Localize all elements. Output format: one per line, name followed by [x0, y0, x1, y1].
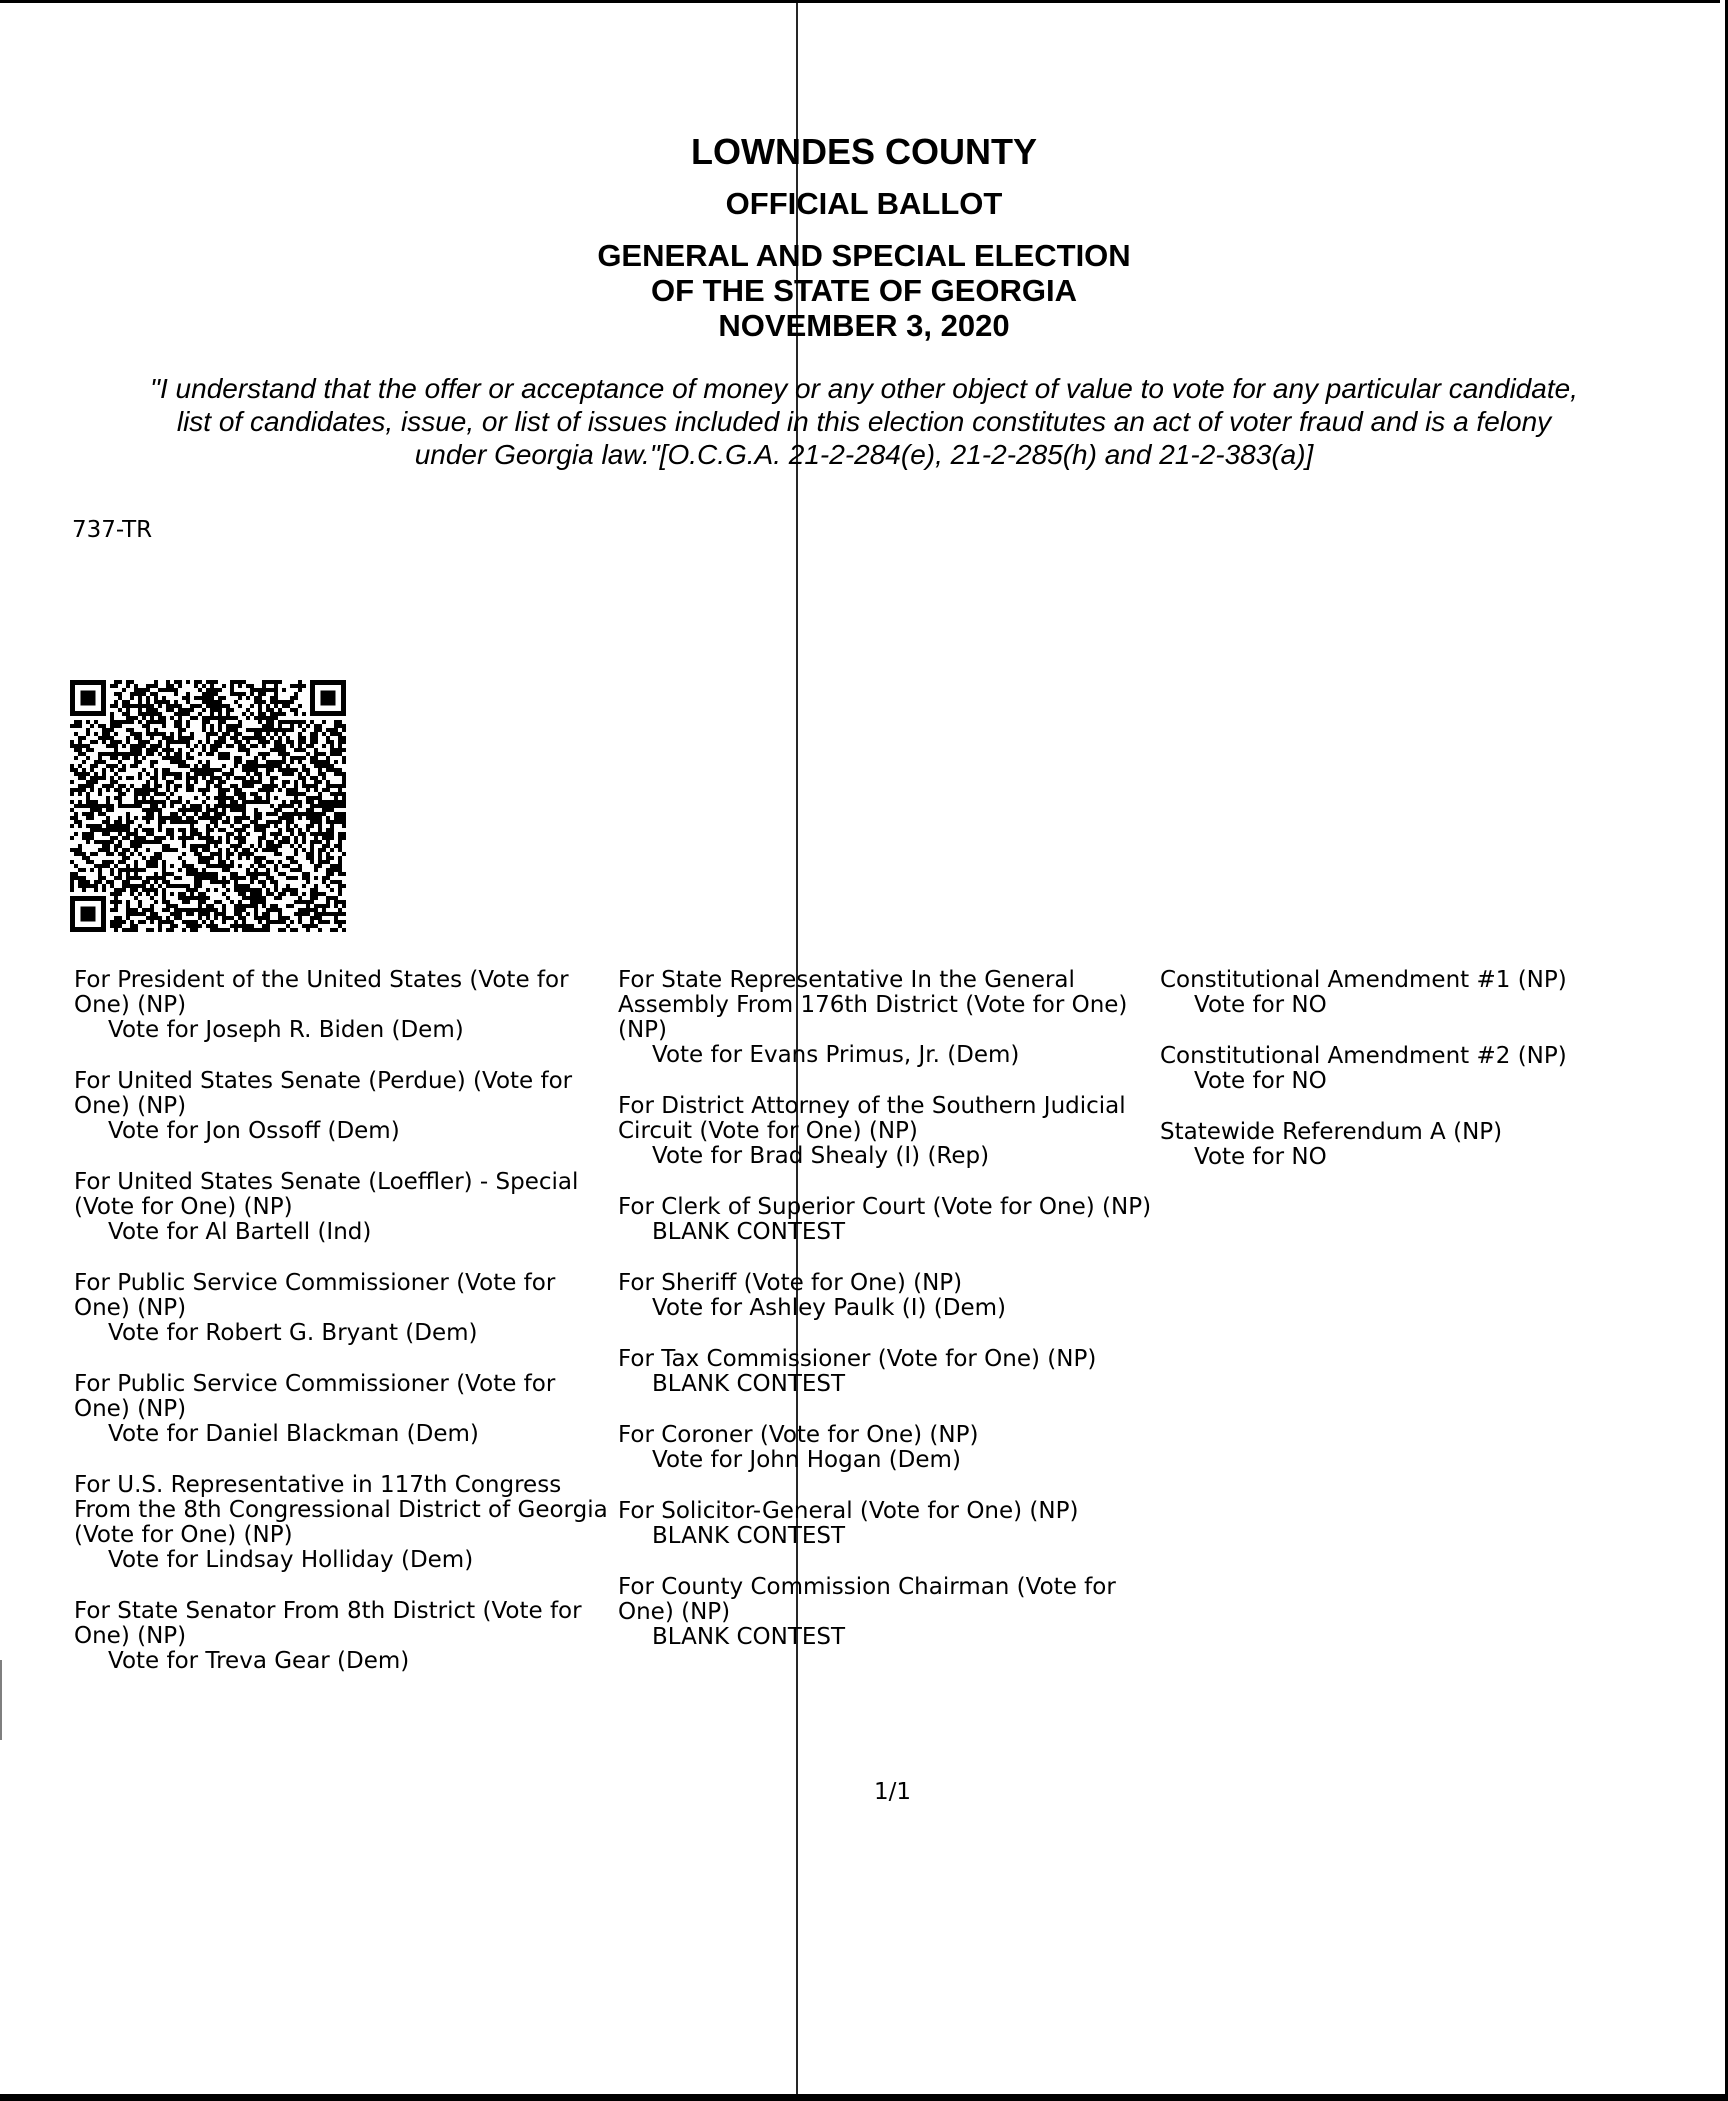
contest — [74, 968, 614, 1043]
contest-selection: Vote for Robert G. Bryant (Dem) — [108, 1320, 478, 1346]
contest-title: For Sheriff (Vote for One) (NP) — [618, 1270, 963, 1296]
election-date: NOVEMBER 3, 2020 — [718, 308, 1010, 343]
contest-title: For County Commission Chairman (Vote for One) (NP) — [618, 1574, 1116, 1625]
contest — [74, 1170, 614, 1245]
voter-fraud-oath — [40, 372, 1688, 471]
contest-selection: Vote for Brad Shealy (I) (Rep) — [652, 1143, 990, 1169]
contest-title: Constitutional Amendment #1 (NP) — [1160, 967, 1567, 993]
contest — [618, 1347, 1158, 1397]
contest-selection: Vote for Lindsay Holliday (Dem) — [108, 1547, 474, 1573]
contest-title: Statewide Referendum A (NP) — [1160, 1119, 1503, 1145]
ballot-header — [0, 130, 1728, 343]
page-number: 1/1 — [874, 1779, 912, 1805]
contest-title: Constitutional Amendment #2 (NP) — [1160, 1043, 1567, 1069]
contest-title: For United States Senate (Loeffler) - Special (Vote for One) (NP) — [74, 1169, 579, 1220]
contest-title: For Clerk of Superior Court (Vote for One) (NP) — [618, 1194, 1152, 1220]
oath-line-1: "I understand that the offer or acceptance of money or any other object of value to vote for any particular candidate, — [150, 373, 1578, 404]
contest — [1160, 1044, 1700, 1094]
contest — [618, 1575, 1158, 1650]
contest — [618, 1499, 1158, 1549]
contest-title: For Tax Commissioner (Vote for One) (NP) — [618, 1346, 1097, 1372]
ballot-type-title: OFFICIAL BALLOT — [725, 186, 1003, 221]
contest — [618, 1195, 1158, 1245]
scan-mark — [0, 1660, 2, 1740]
election-line-2: OF THE STATE OF GEORGIA — [651, 273, 1077, 308]
contest — [74, 1599, 614, 1674]
contest — [74, 1069, 614, 1144]
contest — [618, 1423, 1158, 1473]
contest-title: For United States Senate (Perdue) (Vote for One) (NP) — [74, 1068, 573, 1119]
contest-title: For Coroner (Vote for One) (NP) — [618, 1422, 979, 1448]
contest-title: For State Representative In the General Assembly From 176th District (Vote for One) (NP) — [618, 967, 1128, 1043]
contest — [1160, 968, 1700, 1018]
county-title: LOWNDES COUNTY — [691, 131, 1037, 172]
contest-selection: Vote for Jon Ossoff (Dem) — [108, 1118, 400, 1144]
contest-selection: BLANK CONTEST — [652, 1624, 846, 1650]
contest-selection: Vote for Al Bartell (Ind) — [108, 1219, 372, 1245]
contest — [74, 1271, 614, 1346]
contest-title: For Public Service Commissioner (Vote for One) (NP) — [74, 1270, 556, 1321]
bottom-border — [0, 2094, 1728, 2101]
contest-title: For District Attorney of the Southern Judicial Circuit (Vote for One) (NP) — [618, 1093, 1126, 1144]
qr-code-icon — [70, 680, 346, 932]
contest — [1160, 1120, 1700, 1170]
contest-selection: Vote for Joseph R. Biden (Dem) — [108, 1017, 464, 1043]
contest-selection: Vote for NO — [1194, 992, 1327, 1018]
contest-selection: Vote for Evans Primus, Jr. (Dem) — [652, 1042, 1020, 1068]
contest — [618, 968, 1158, 1068]
contest-title: For Public Service Commissioner (Vote for One) (NP) — [74, 1371, 556, 1422]
contest-selection: BLANK CONTEST — [652, 1219, 846, 1245]
ballot-style-code: 737-TR — [72, 517, 153, 543]
oath-line-2: list of candidates, issue, or list of issues included in this election constitutes an act of voter fraud and is a felony — [176, 406, 1552, 437]
contest — [74, 1473, 614, 1573]
contest-title: For State Senator From 8th District (Vote for One) (NP) — [74, 1598, 582, 1649]
top-border — [0, 0, 250, 3]
contest-selection: Vote for Treva Gear (Dem) — [108, 1648, 410, 1674]
contest-title: For Solicitor-General (Vote for One) (NP) — [618, 1498, 1079, 1524]
contest-title: For U.S. Representative in 117th Congress From the 8th Congressional District of Georgia (Vote for One) (NP) — [74, 1472, 608, 1548]
contest-selection: BLANK CONTEST — [652, 1371, 846, 1397]
contest — [618, 1271, 1158, 1321]
election-line-1: GENERAL AND SPECIAL ELECTION — [597, 238, 1131, 273]
contest — [74, 1372, 614, 1447]
ballot-column-3 — [1160, 968, 1700, 1196]
contest — [618, 1094, 1158, 1169]
contest-selection: Vote for John Hogan (Dem) — [652, 1447, 961, 1473]
contest-selection: Vote for NO — [1194, 1144, 1327, 1170]
contest-selection: Vote for Ashley Paulk (I) (Dem) — [652, 1295, 1006, 1321]
ballot-column-1 — [74, 968, 614, 1700]
contest-selection: Vote for NO — [1194, 1068, 1327, 1094]
contest-selection: Vote for Daniel Blackman (Dem) — [108, 1421, 479, 1447]
oath-line-3: under Georgia law."[O.C.G.A. 21-2-284(e), 21-2-285(h) and 21-2-383(a)] — [414, 439, 1314, 470]
top-border-right — [250, 0, 1720, 3]
ballot-column-2 — [618, 968, 1158, 1676]
contest-title: For President of the United States (Vote for One) (NP) — [74, 967, 569, 1018]
contest-selection: BLANK CONTEST — [652, 1523, 846, 1549]
